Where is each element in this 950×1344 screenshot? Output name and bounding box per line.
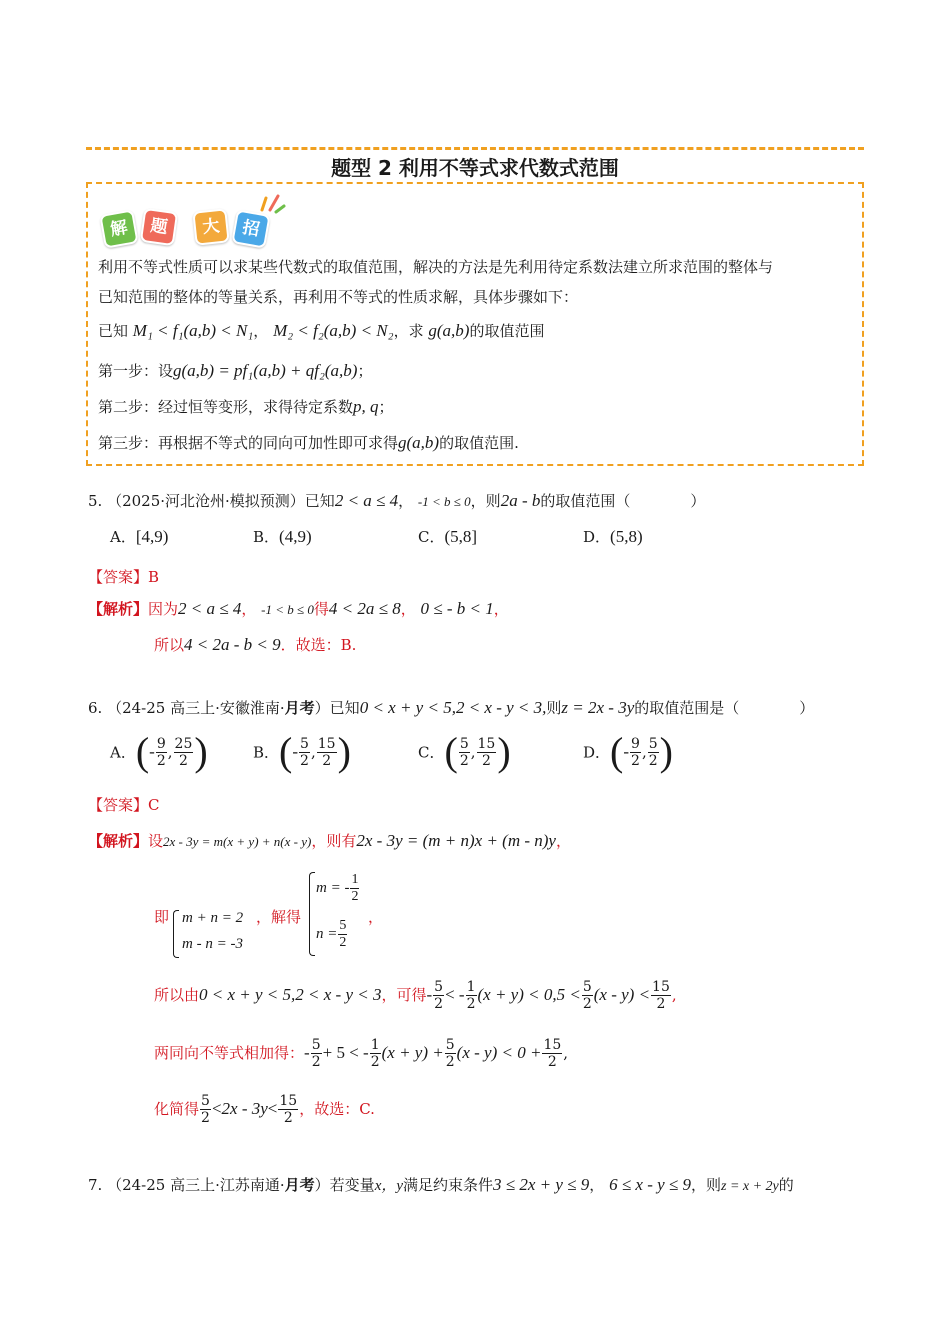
known-prefix: 已知 bbox=[98, 322, 129, 340]
q6-b2-mid: ，解得 bbox=[256, 908, 302, 926]
q5-a1-r2: 0 ≤ - b < 1 bbox=[420, 599, 494, 618]
q5-cond-2: -1 < b ≤ 0 bbox=[417, 494, 471, 509]
q6-b3-f4-n: 15 bbox=[652, 978, 670, 995]
q6-b4-frac-4 bbox=[542, 1037, 562, 1070]
q6-option-c-rparen: ) bbox=[497, 729, 511, 774]
q6-b1-mid: ，则有 bbox=[311, 832, 357, 850]
q6-b1-eq2: 2x - 3y = (m + n)x + (m - n)y bbox=[356, 831, 556, 850]
q6-b4-f3-n: 5 bbox=[445, 1036, 455, 1053]
q7-ask-pre: ，则 bbox=[690, 1176, 721, 1194]
q5-number: 5. bbox=[88, 492, 103, 510]
badge-char-4: 招 bbox=[231, 209, 270, 248]
q6-option-a-label: A． bbox=[110, 743, 136, 762]
q6-option-c-label: C． bbox=[418, 743, 445, 762]
q6-b4-f2-n: 1 bbox=[370, 1036, 380, 1053]
known-formula-1: M₁ < f₁(a,b) < N₁ bbox=[132, 321, 254, 340]
q7-number: 7. bbox=[88, 1176, 103, 1194]
q6-b5-frac-1 bbox=[200, 1093, 211, 1126]
section-top-divider bbox=[86, 147, 864, 150]
q5-option-b-value: (4,9) bbox=[279, 527, 312, 546]
q6-b4-expr-2: (x - y) < 0 + bbox=[456, 1043, 542, 1062]
q6-b3-minus: - bbox=[426, 985, 433, 1004]
step-3-label: 第三步：再根据不等式的同向可加性即可求得 bbox=[98, 434, 399, 452]
q6-sys2-m-frac bbox=[350, 872, 359, 905]
q5-cond-1: 2 < a ≤ 4 bbox=[334, 491, 399, 510]
q6-b4-f1-n: 5 bbox=[311, 1036, 321, 1053]
q6-system-2-brace bbox=[309, 872, 315, 956]
q6-sys2-n-frac bbox=[338, 918, 347, 951]
q5-a1-end: ， bbox=[493, 600, 509, 618]
q6-option-b-frac-2 bbox=[317, 736, 337, 769]
q6-b5-end: ，故选：C. bbox=[299, 1100, 375, 1118]
q5-option-a-value: [4,9) bbox=[135, 527, 169, 546]
q5-option-b[interactable] bbox=[253, 526, 312, 547]
q6-b1-eq: 2x - 3y = m(x + y) + n(x - y) bbox=[163, 834, 312, 849]
q6-b4-frac-3 bbox=[445, 1037, 456, 1070]
q5-a2-end: ．故选：B. bbox=[280, 636, 357, 654]
q6-option-a-lparen: ( bbox=[135, 729, 150, 774]
q7-mid: 满足约束条件 bbox=[403, 1176, 494, 1194]
q6-option-d-d2: 2 bbox=[648, 752, 658, 769]
q6-option-c-n2: 15 bbox=[477, 735, 496, 752]
q6-b3-mid: ，可得 bbox=[381, 986, 427, 1004]
q6-sys2-n-n: 5 bbox=[339, 918, 347, 933]
q6-analysis-line-5 bbox=[154, 1088, 375, 1129]
q6-b3-f3-n: 5 bbox=[582, 978, 592, 995]
q6-option-d-lparen: ( bbox=[610, 729, 624, 774]
q6-b3-comma: , bbox=[671, 986, 677, 1004]
q6-b3-frac-1 bbox=[433, 979, 444, 1012]
q6-option-d-frac-2 bbox=[648, 736, 659, 769]
q6-option-d-n1: 9 bbox=[631, 735, 640, 752]
q6-answer-value: C bbox=[148, 796, 160, 814]
q6-ask-post: 的取值范围是（ ） bbox=[634, 699, 815, 717]
q6-option-c-lparen: ( bbox=[444, 729, 458, 774]
q6-option-a-frac-2 bbox=[174, 736, 194, 769]
q6-option-b-label: B． bbox=[253, 743, 280, 762]
q6-option-c-d1: 2 bbox=[459, 752, 469, 769]
q6-b5-frac-2 bbox=[278, 1093, 298, 1126]
q5-a2-pre: 所以 bbox=[154, 636, 185, 654]
q6-sys2-m-d: 2 bbox=[351, 889, 359, 904]
q6-b3-f1-d: 2 bbox=[434, 995, 444, 1012]
q6-b3-f4-d: 2 bbox=[656, 995, 666, 1012]
q6-b4-expr-1: (x + y) + bbox=[381, 1043, 444, 1062]
q6-b2-end: ， bbox=[368, 908, 384, 926]
known-formula-g: g(a,b) bbox=[428, 321, 470, 340]
step-2-end: ； bbox=[378, 398, 394, 416]
q6-option-b-n1: 5 bbox=[300, 735, 309, 752]
q6-b5-f2-d: 2 bbox=[283, 1109, 293, 1126]
q5-a2-r: 4 < 2a - b < 9 bbox=[184, 635, 281, 654]
step-1-label: 第一步：设 bbox=[98, 362, 174, 380]
q5-option-c-value: (5,8] bbox=[444, 527, 478, 546]
q6-option-b-n2: 15 bbox=[317, 735, 336, 752]
q6-option-b-lparen: ( bbox=[279, 729, 293, 774]
q6-system-1-row-2: m - n = -3 bbox=[182, 936, 243, 952]
q6-b3-frac-3 bbox=[582, 979, 593, 1012]
q6-option-d-label: D． bbox=[583, 743, 611, 762]
q6-option-c-d2: 2 bbox=[481, 752, 491, 769]
q6-b1-pre: 设 bbox=[148, 832, 164, 850]
q6-b3-mid-expr: (x + y) < 0,5 < bbox=[477, 985, 581, 1004]
q6-b5-lt2: < bbox=[267, 1099, 278, 1118]
q6-option-b-frac-1 bbox=[299, 736, 310, 769]
q5-analysis-line-1 bbox=[88, 598, 509, 619]
q6-b4-frac-1 bbox=[311, 1037, 322, 1070]
q5-option-c-label: C． bbox=[418, 528, 445, 546]
q5-a1-c2: -1 < b ≤ 0 bbox=[261, 602, 314, 617]
q6-system-2-n bbox=[316, 918, 348, 951]
q5-option-b-label: B． bbox=[253, 528, 280, 546]
q6-b4-f1-d: 2 bbox=[311, 1053, 321, 1070]
q6-option-a[interactable]: A．(- $\frac{9}{2}$ , $\frac{25}{2}$ ) bbox=[110, 729, 208, 774]
sparkle-icon bbox=[256, 188, 286, 214]
q6-option-d-d1: 2 bbox=[631, 752, 640, 769]
q6-option-b-rparen: ) bbox=[337, 729, 351, 774]
q6-option-d-frac-1 bbox=[630, 736, 641, 769]
q6-answer-tag: 【答案】 bbox=[88, 796, 149, 814]
q7-c2: 6 ≤ x - y ≤ 9 bbox=[609, 1175, 691, 1194]
known-suffix: 的取值范围 bbox=[469, 322, 545, 340]
q7-sep: ， bbox=[589, 1176, 605, 1194]
q6-option-a-n2: 25 bbox=[174, 735, 193, 752]
step-3-formula: g(a,b) bbox=[398, 433, 440, 452]
q6-option-b[interactable]: B．(- $\frac{5}{2}$ , $\frac{15}{2}$ ) bbox=[253, 729, 351, 774]
q6-answer bbox=[88, 794, 160, 815]
q7-source-end: ）若变量 bbox=[314, 1176, 375, 1194]
q5-analysis-line-2 bbox=[154, 634, 356, 655]
q6-b4-pre: 两同向不等式相加得： bbox=[154, 1044, 305, 1062]
known-sep: ， bbox=[253, 322, 269, 340]
q6-b3-cond: 0 < x + y < 5,2 < x - y < 3 bbox=[199, 985, 382, 1004]
q6-option-c[interactable]: C．( $\frac{5}{2}$ , $\frac{15}{2}$ ) bbox=[418, 729, 511, 774]
q6-b5-pre: 化简得 bbox=[154, 1100, 200, 1118]
q6-option-a-rparen: ) bbox=[194, 729, 208, 774]
q5-a1-pre: 因为 bbox=[148, 600, 179, 618]
q5-option-d-label: D． bbox=[583, 528, 611, 546]
q6-b3-f3-d: 2 bbox=[582, 995, 592, 1012]
q6-option-c-frac-2 bbox=[477, 736, 497, 769]
step-1-end: ； bbox=[357, 362, 373, 380]
q5-stem bbox=[88, 490, 705, 511]
step-2-label: 第二步：经过恒等变形，求得待定系数 bbox=[98, 398, 354, 416]
step-3-end: 的取值范围. bbox=[439, 434, 519, 452]
q5-a1-sep: ， bbox=[241, 600, 257, 618]
known-line bbox=[98, 320, 544, 341]
q6-b5-f2-n: 15 bbox=[279, 1092, 298, 1109]
step-1 bbox=[98, 360, 372, 381]
q5-a1-get: 得 bbox=[313, 600, 329, 618]
step-3 bbox=[98, 432, 519, 453]
q5-a1-r1: 4 < 2a ≤ 8 bbox=[328, 599, 401, 618]
q6-option-a-d1: 2 bbox=[156, 752, 166, 769]
q6-stem bbox=[88, 697, 814, 718]
q6-option-b-d2: 2 bbox=[322, 752, 332, 769]
q6-analysis-line-4 bbox=[154, 1032, 568, 1073]
q6-b2-pre: 即 bbox=[154, 908, 170, 926]
known-formula-2: M₂ < f₂(a,b) < N₂ bbox=[273, 321, 394, 340]
q6-b4-f2-d: 2 bbox=[370, 1053, 380, 1070]
q6-b1-end: ， bbox=[555, 832, 571, 850]
q7-stem bbox=[88, 1174, 794, 1195]
q6-option-c-n1: 5 bbox=[459, 735, 469, 752]
q6-b3-end-expr: (x - y) < bbox=[593, 985, 651, 1004]
intro-line-1: 利用不等式性质可以求某些代数式的取值范围，解决的方法是先利用待定系数法建立所求范围的整体与 bbox=[98, 258, 774, 276]
q6-b4-f3-d: 2 bbox=[445, 1053, 455, 1070]
q6-b4-minus: - bbox=[304, 1043, 310, 1062]
q6-source-bold: 月考 bbox=[284, 699, 315, 717]
section-title: 题型 2 利用不等式求代数式范围 bbox=[331, 156, 619, 180]
q7-ask-post: 的 bbox=[778, 1176, 794, 1194]
q6-b5-lt1: < bbox=[211, 1099, 222, 1118]
step-2-formula: p, q bbox=[353, 397, 379, 416]
q5-option-c[interactable] bbox=[418, 526, 477, 547]
q6-analysis-line-3 bbox=[154, 974, 677, 1015]
q6-ask-pre: 则 bbox=[546, 699, 562, 717]
q6-system-1-row-1: m + n = 2 bbox=[182, 910, 244, 926]
q6-number: 6. bbox=[88, 699, 103, 717]
q7-c1: 3 ≤ 2x + y ≤ 9 bbox=[493, 1175, 590, 1194]
q6-source: （24-25 高三上·安徽淮南· bbox=[107, 699, 285, 717]
q6-b4-frac-2 bbox=[370, 1037, 381, 1070]
q7-source-bold: 月考 bbox=[284, 1176, 315, 1194]
q7-vars: x，y bbox=[374, 1178, 404, 1194]
q6-b3-pre: 所以由 bbox=[154, 986, 200, 1004]
q6-option-d[interactable]: D．(- $\frac{9}{2}$ , $\frac{5}{2}$ ) bbox=[583, 729, 673, 774]
q6-b5-f1-d: 2 bbox=[201, 1109, 210, 1126]
q7-expr: z = x + 2y bbox=[721, 1179, 779, 1194]
q6-system-2-m bbox=[316, 872, 360, 905]
q5-answer-value: B bbox=[148, 568, 160, 586]
q6-b3-frac-4 bbox=[651, 979, 671, 1012]
q6-expr: z = 2x - 3y bbox=[561, 698, 635, 717]
q6-b4-f4-d: 2 bbox=[547, 1053, 557, 1070]
q6-option-d-sign: - bbox=[623, 742, 630, 761]
q6-option-b-d1: 2 bbox=[300, 752, 309, 769]
q6-b4-comma: , bbox=[563, 1044, 569, 1062]
q5-option-a-label: A． bbox=[110, 528, 136, 546]
q5-analysis-tag: 【解析】 bbox=[88, 600, 149, 618]
q6-option-a-d2: 2 bbox=[179, 752, 188, 769]
q6-b5-mid: 2x - 3y bbox=[221, 1099, 268, 1118]
q6-option-c-frac-1 bbox=[459, 736, 470, 769]
q6-sys2-m-n: 1 bbox=[351, 872, 359, 887]
q6-cond: 0 < x + y < 5,2 < x - y < 3, bbox=[359, 698, 547, 717]
q6-system-1-brace bbox=[173, 910, 179, 958]
q6-option-a-frac-1 bbox=[156, 736, 167, 769]
q6-option-d-rparen: ) bbox=[659, 729, 673, 774]
q6-b3-f2-n: 1 bbox=[466, 978, 476, 995]
step-2 bbox=[98, 396, 394, 417]
q6-b3-f2-d: 2 bbox=[466, 995, 476, 1012]
q6-b3-frac-2 bbox=[466, 979, 477, 1012]
intro-line-2: 已知范围的整体的等量关系，再利用不等式的性质求解，具体步骤如下： bbox=[98, 288, 579, 306]
q5-ask-post: 的取值范围（ ） bbox=[540, 492, 706, 510]
q5-option-a[interactable] bbox=[110, 526, 168, 547]
q5-a1-c1: 2 < a ≤ 4 bbox=[178, 599, 242, 618]
q5-answer-tag: 【答案】 bbox=[88, 568, 149, 586]
badge-char-3: 大 bbox=[192, 208, 229, 245]
q6-sys2-n-label: n = bbox=[316, 925, 338, 942]
q5-a1-sep2: ， bbox=[400, 600, 416, 618]
q6-b5-f1-n: 5 bbox=[201, 1092, 210, 1109]
q7-source: （24-25 高三上·江苏南通· bbox=[107, 1176, 285, 1194]
q5-expr: 2a - b bbox=[500, 491, 541, 510]
q5-sep: ， bbox=[398, 492, 414, 510]
q6-analysis-tag: 【解析】 bbox=[88, 832, 149, 850]
q5-option-d-value: (5,8) bbox=[610, 527, 643, 546]
q6-b4-plus5: + 5 < - bbox=[322, 1043, 369, 1062]
q6-analysis-line-1 bbox=[88, 830, 571, 851]
q5-answer bbox=[88, 566, 159, 587]
badge-char-2: 题 bbox=[140, 208, 178, 246]
q6-option-d-n2: 5 bbox=[648, 735, 658, 752]
q6-option-a-sign: - bbox=[149, 742, 155, 761]
q6-b3-lt: < - bbox=[445, 985, 465, 1004]
q5-ask-pre: ，则 bbox=[470, 492, 501, 510]
q5-option-d[interactable] bbox=[583, 526, 643, 547]
q6-b3-f1-n: 5 bbox=[434, 978, 444, 995]
known-ask: ，求 bbox=[393, 322, 424, 340]
q6-option-b-sign: - bbox=[292, 742, 299, 761]
q6-b4-f4-n: 15 bbox=[543, 1036, 562, 1053]
q5-source: （2025·河北沧州·模拟预测）已知 bbox=[107, 492, 335, 510]
badge-char-1: 解 bbox=[99, 209, 138, 248]
q6-option-a-n1: 9 bbox=[156, 735, 166, 752]
q6-sys2-m-label: m = - bbox=[316, 879, 350, 896]
q6-source-end: ）已知 bbox=[314, 699, 360, 717]
q6-sys2-n-d: 2 bbox=[339, 935, 347, 950]
step-1-formula: g(a,b) = pf₁(a,b) + qf₂(a,b) bbox=[173, 361, 358, 380]
